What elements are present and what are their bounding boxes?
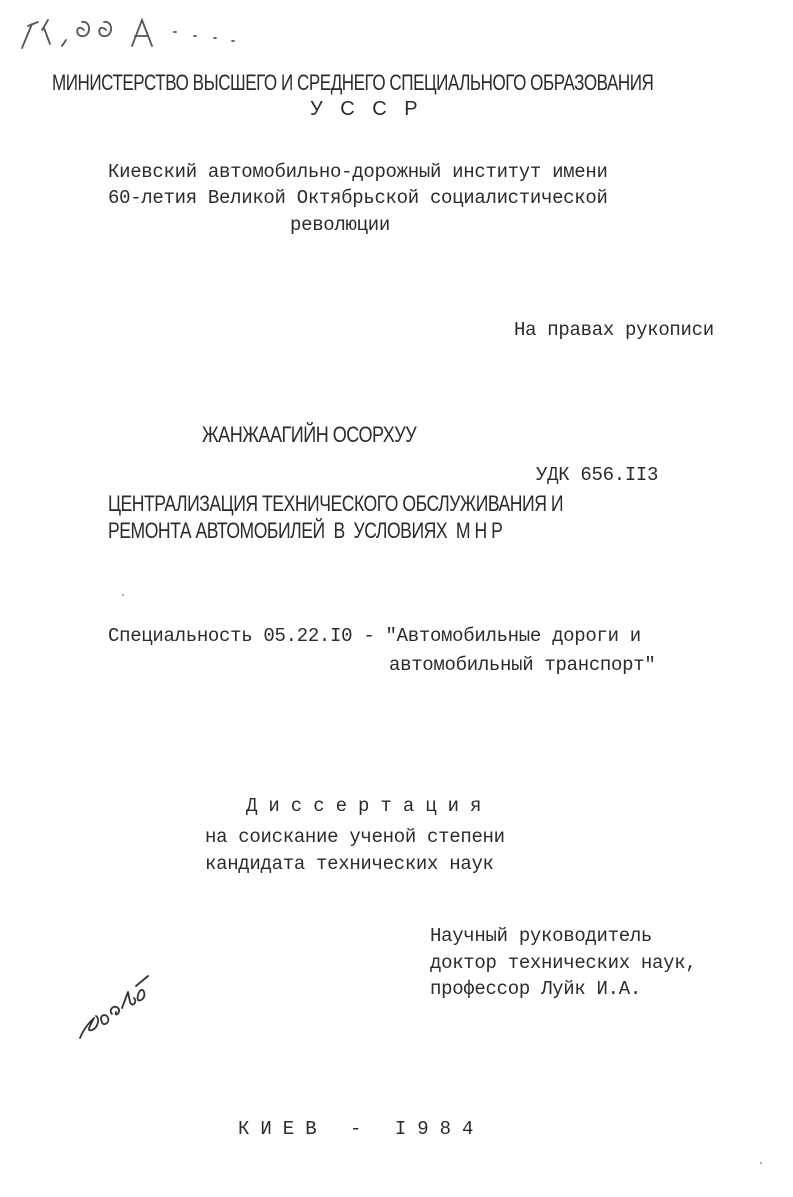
handwritten-note	[14, 8, 244, 63]
dissertation-line-1: на соискание ученой степени	[205, 826, 505, 848]
rights-note: На правах рукописи	[514, 319, 714, 341]
institute-line-1: Киевский автомобильно-дорожный институт имени	[108, 161, 608, 183]
supervisor-line-3: профессор Луйк И.А.	[430, 978, 641, 1000]
title-line-2: РЕМОНТА АВТОМОБИЛЕЙ В УСЛОВИЯХ М Н Р	[108, 518, 503, 543]
supervisor-line-1: Научный руководитель	[430, 925, 653, 947]
institute-line-3: революции	[290, 214, 390, 236]
dissertation-line-2: кандидата технических наук	[205, 853, 494, 875]
signature	[72, 972, 152, 1049]
institute-line-2: 60-летия Великой Октябрьской социалистической	[108, 187, 608, 209]
handwritten-note-drawing	[14, 8, 244, 58]
ministry-line-1: МИНИСТЕРСТВО ВЫСШЕГО И СРЕДНЕГО СПЕЦИАЛЬНОГО ОБРАЗОВАНИЯ	[52, 70, 654, 95]
ministry-line-2: У С С Р	[310, 98, 424, 120]
speck	[122, 594, 124, 596]
specialty-line-1: Специальность 05.22.I0 - "Автомобильные дороги и	[108, 625, 641, 647]
specialty-line-2: автомобильный транспорт"	[389, 654, 656, 676]
title-line-1: ЦЕНТРАЛИЗАЦИЯ ТЕХНИЧЕСКОГО ОБСЛУЖИВАНИЯ И	[108, 491, 564, 516]
speck	[760, 1162, 762, 1164]
city-year: КИЕВ - I984	[238, 1118, 485, 1140]
author-name: ЖАНЖААГИЙН ОСОРХУУ	[202, 422, 417, 447]
udc-code: УДК 656.II3	[536, 464, 659, 486]
supervisor-line-2: доктор технических наук,	[430, 952, 697, 974]
dissertation-heading: Диссертация	[246, 795, 493, 817]
signature-drawing	[72, 972, 152, 1044]
